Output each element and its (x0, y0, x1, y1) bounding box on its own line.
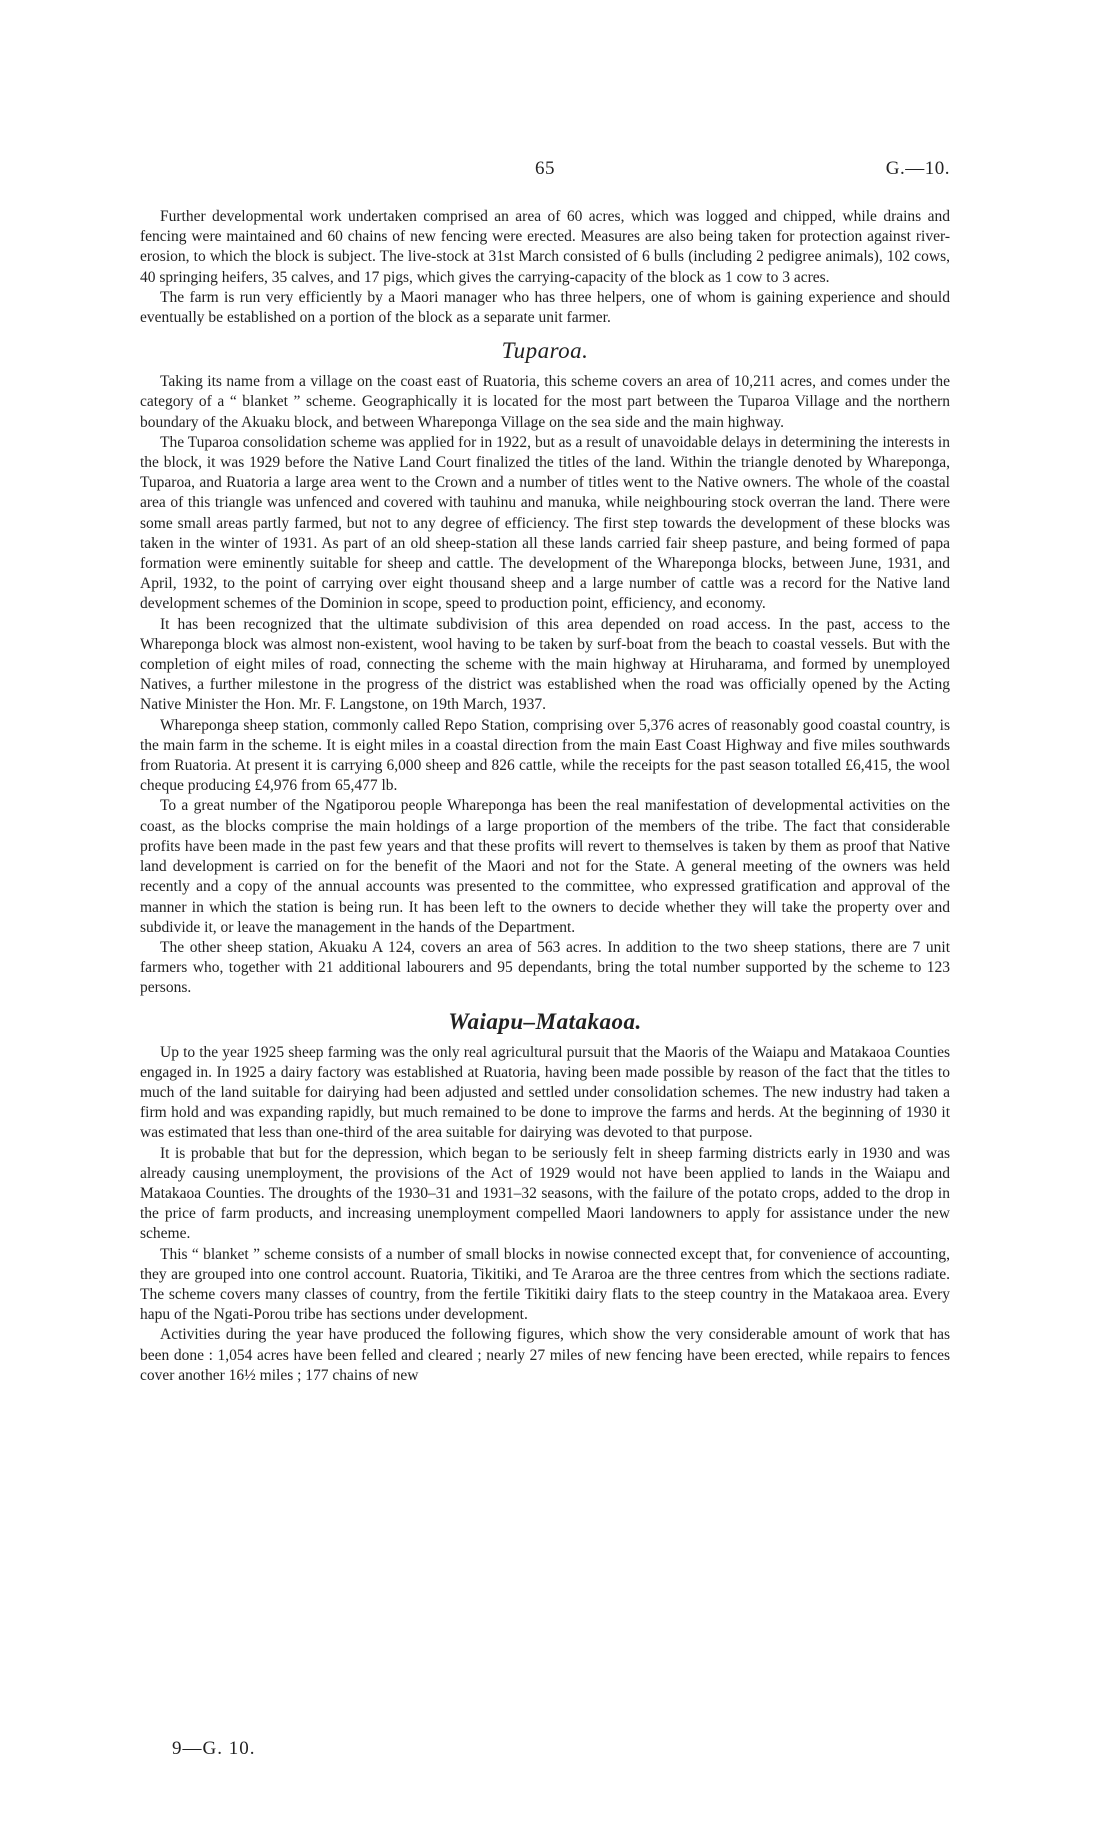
section-heading-tuparoa: Tuparoa. (501, 338, 589, 364)
section-heading-waiapu-matakaoa: Waiapu–Matakaoa. (448, 1008, 642, 1034)
paragraph: Further developmental work undertaken comprised an area of 60 acres, which was logged and chipped, while drains and fencing were maintained and 60 chains of new fencing were erected. Measures are also being taken for protection against river-erosion, to which the block is subject. The live-stock at 31st March consisted of 6 bulls (including 2 pedigree animals), 102 cows, 40 springing heifers, 35 calves, and 17 pigs, which gives the carrying-capacity of the block as 1 cow to 3 acres. (140, 208, 950, 286)
paragraph: It has been recognized that the ultimate subdivision of this area depended on road access. In the past, access to the Whareponga block was almost non-existent, wool having to be taken by surf-boat from the beach to coastal vessels. But with the completion of eight miles of road, connecting the scheme with the main highway at Hiruharama, and formed by unemployed Natives, a further milestone in the progress of the district was established when the road was officially opened by the Acting Native Minister the Hon. Mr. F. Langstone, on 19th March, 1937. (140, 615, 950, 714)
paragraph: Taking its name from a village on the coast east of Ruatoria, this scheme covers an area of 10,211 acres, and comes under the category of a “ blanket ” scheme. Geographically it is located for the most part between the Tuparoa Village and the northern boundary of the Akuaku block, and between Whareponga Village on the sea side and the main highway. (140, 373, 950, 431)
paragraph: Activities during the year have produced the following figures, which show the very considerable amount of work that has been done : 1,054 acres have been felled and cleared ; nearly 27 miles of new fencing have been erected, while repairs to fences cover another 16½ miles ; 177 chains of new (140, 1326, 950, 1384)
page-number: 65 (535, 158, 555, 179)
page-header (140, 158, 950, 188)
paragraph: The Tuparoa consolidation scheme was applied for in 1922, but as a result of unavoidable delays in determining the interests in the block, it was 1929 before the Native Land Court finalized the titles of the land. Within the triangle denoted by Whareponga, Tuparoa, and Ruatoria a large area went to the Crown and a number of titles went to the Native owners. The whole of the coastal area of this triangle was unfenced and covered with tauhinu and manuka, while neighbouring stock overran the land. There were some small areas partly farmed, but not to any degree of efficiency. The first step towards the development of these blocks was taken in the winter of 1931. As part of an old sheep-station all these lands carried fair sheep pasture, and being formed of papa formation were eminently suitable for sheep and cattle. The development of the Whareponga blocks, between June, 1931, and April, 1932, to the point of carrying over eight thousand sheep and a large number of cattle was a record for the Native land development schemes of the Dominion in scope, speed to production point, efficiency, and economy. (140, 433, 950, 613)
signature-mark: 9—G. 10. (172, 1738, 256, 1759)
paragraph: It is probable that but for the depression, which began to be seriously felt in sheep farming districts early in 1930 and was already causing unemployment, the provisions of the Act of 1929 would not have been applied to lands in the Waiapu and Matakaoa Counties. The droughts of the 1930–31 and 1931–32 seasons, with the failure of the potato crops, added to the drop in the price of farm products, and increasing unemployment compelled Maori landowners to apply for assistance under the new scheme. (140, 1144, 950, 1243)
paragraph: Whareponga sheep station, commonly called Repo Station, comprising over 5,376 acres of reasonably good coastal country, is the main farm in the scheme. It is eight miles in a coastal direction from the main East Coast Highway and five miles southwards from Ruatoria. At present it is carrying 6,000 sheep and 826 cattle, while the receipts for the past season totalled £6,415, the wool cheque producing £4,976 from 65,477 lb. (140, 716, 950, 795)
paragraph: The other sheep station, Akuaku A 124, covers an area of 563 acres. In addition to the two sheep stations, there are 7 unit farmers who, together with 21 additional labourers and 95 dependants, bring the total number supported by the scheme to 123 persons. (140, 938, 950, 997)
page-body (140, 207, 950, 1386)
paragraph: This “ blanket ” scheme consists of a number of small blocks in nowise connected except that, for convenience of accounting, they are grouped into one control account. Ruatoria, Tikitiki, and Te Araroa are the three centres from which the sections radiate. The scheme covers many classes of country, from the fertile Tikitiki dairy flats to the steep country in the Matakaoa area. Every hapu of the Ngati-Porou tribe has sections under development. (140, 1245, 950, 1324)
paragraph: Up to the year 1925 sheep farming was the only real agricultural pursuit that the Maoris of the Waiapu and Matakaoa Counties engaged in. In 1925 a dairy factory was established at Ruatoria, having been made possible by reason of the fact that the titles to much of the land suitable for dairying had been adjusted and settled under consolidation schemes. The new industry had taken a firm hold and was expanding rapidly, but much remained to be done to improve the farms and herds. At the beginning of 1930 it was estimated that less than one-third of the area suitable for dairying was devoted to that purpose. (140, 1043, 950, 1142)
document-reference: G.—10. (885, 158, 950, 179)
paragraph: To a great number of the Ngatiporou people Whareponga has been the real manifestation of developmental activities on the coast, as the blocks comprise the main holdings of a large proportion of the members of the tribe. The fact that considerable profits have been made in the past few years and that these profits will revert to themselves is taken by them as proof that Native land development is carried on for the benefit of the Maori and not for the State. A general meeting of the owners was held recently and a copy of the annual accounts was presented to the committee, who expressed gratification and approval of the manner in which the station is being run. It has been left to the owners to decide whether they will take the property over and subdivide it, or leave the management in the hands of the Department. (140, 797, 950, 936)
paragraph: The farm is run very efficiently by a Maori manager who has three helpers, one of whom is gaining experience and should eventually be established on a portion of the block as a separate unit farmer. (140, 288, 950, 327)
